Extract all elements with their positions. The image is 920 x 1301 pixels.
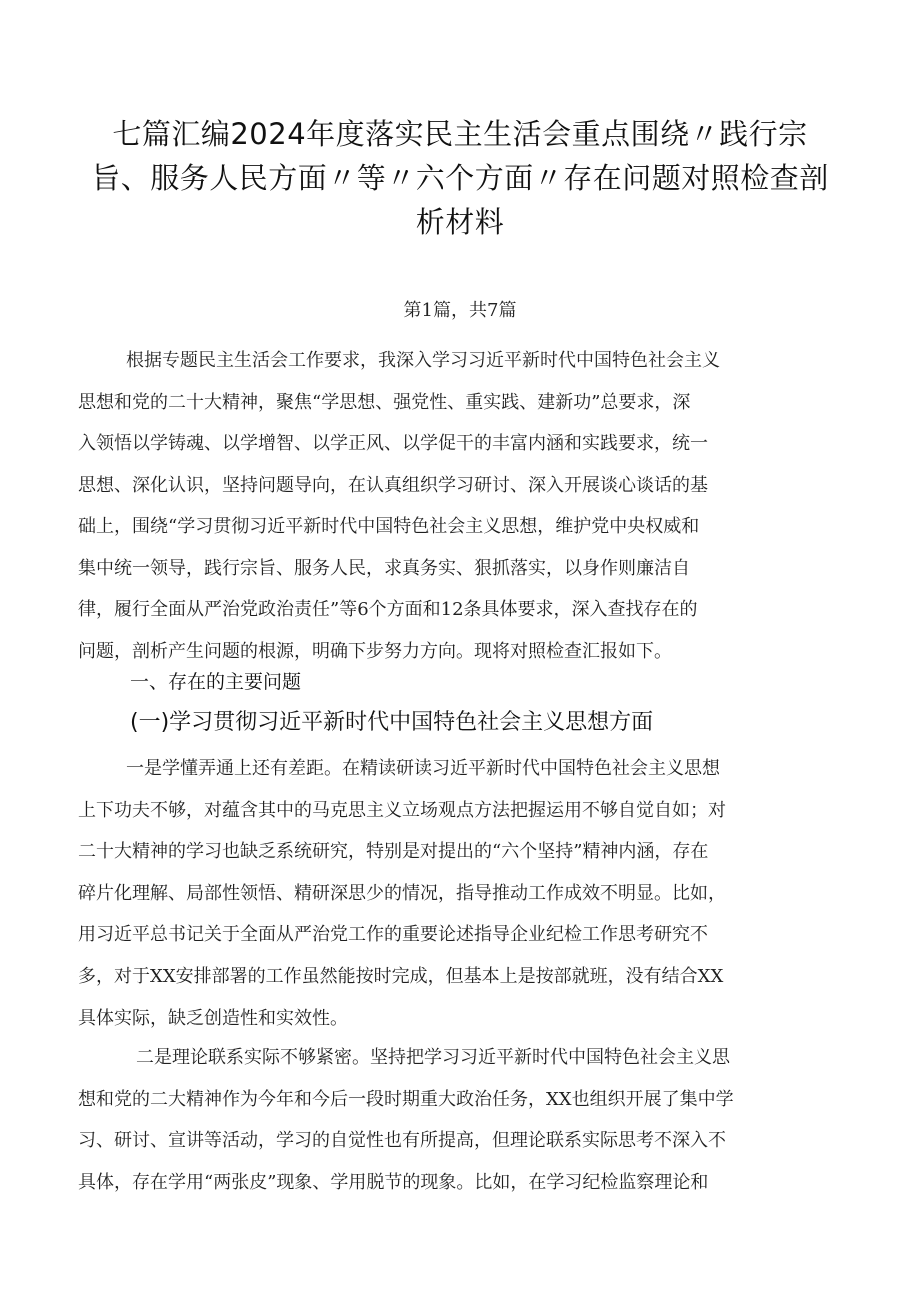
paragraph-line: 具体，存在学用“两张皮”现象、学用脱节的现象。比如，在学习纪检监察理论和 xyxy=(78,1171,709,1193)
paragraph-line: 思想和党的二十大精神，聚焦“学思想、强党性、重实践、建新功”总要求，深 xyxy=(78,391,691,413)
title-line: 析材料 xyxy=(415,205,505,239)
paragraph-line: 想和党的二大精神作为今年和今后一段时期重大政治任务，XX也组织开展了集中学 xyxy=(78,1088,734,1110)
intro-paragraph xyxy=(78,340,858,672)
paragraph-line: 二是理论联系实际不够紧密。坚持把学习习近平新时代中国特色社会主义思 xyxy=(136,1047,730,1068)
part-label: 第1篇，共7篇 xyxy=(403,300,517,321)
paragraph-line: 律，履行全面从严治党政治责任”等6个方面和12条具体要求，深入查找存在的 xyxy=(78,599,698,620)
paragraph-line: 上下功夫不够，对蕴含其中的马克思主义立场观点方法把握运用不够自觉自如；对 xyxy=(78,799,726,821)
paragraph-line: 问题，剖析产生问题的根源，明确下步努力方向。现将对照检查汇报如下。 xyxy=(78,640,672,662)
paragraph-line: 思想、深化认识，坚持问题导向，在认真组织学习研讨、深入开展谈心谈话的基 xyxy=(78,474,708,496)
title-line: 旨、服务人民方面〃等〃六个方面〃存在问题对照检查剖 xyxy=(91,161,829,195)
point-one-paragraph xyxy=(78,748,858,1039)
section-heading: 一、存在的主要问题 xyxy=(130,671,302,693)
subsection-heading: (一)学习贯彻习近平新时代中国特色社会主义思想方面 xyxy=(130,710,654,735)
paragraph-line: 入领悟以学铸魂、以学增智、以学正风、以学促干的丰富内涵和实践要求，统一 xyxy=(78,433,708,454)
paragraph-line: 用习近平总书记关于全面从严治党工作的重要论述指导企业纪检工作思考研究不 xyxy=(78,924,708,946)
paragraph-line: 集中统一领导，践行宗旨、服务人民，求真务实、狠抓落实，以身作则廉洁自 xyxy=(78,557,690,579)
paragraph-line: 多，对于XX安排部署的工作虽然能按时完成，但基本上是按部就班，没有结合XX xyxy=(78,965,724,987)
document-title xyxy=(60,112,860,244)
paragraph-line: 一是学懂弄通上还有差距。在精读研读习近平新时代中国特色社会主义思想 xyxy=(126,758,720,779)
paragraph-line: 础上，围绕“学习贯彻习近平新时代中国特色社会主义思想，维护党中央权威和 xyxy=(78,516,700,537)
title-line: 七篇汇编2024年度落实民主生活会重点围绕〃践行宗 xyxy=(112,117,808,151)
paragraph-line: 碎片化理解、局部性领悟、精研深思少的情况，指导推动工作成效不明显。比如， xyxy=(78,882,726,904)
paragraph-line: 具体实际，缺乏创造性和实效性。 xyxy=(78,1007,348,1029)
paragraph-line: 根据专题民主生活会工作要求，我深入学习习近平新时代中国特色社会主义 xyxy=(126,350,720,371)
paragraph-line: 习、研讨、宣讲等活动，学习的自觉性也有所提高，但理论联系实际思考不深入不 xyxy=(78,1130,726,1151)
paragraph-line: 二十大精神的学习也缺乏系统研究，特别是对提出的“六个坚持”精神内涵，存在 xyxy=(78,841,709,863)
point-two-paragraph xyxy=(78,1037,858,1203)
